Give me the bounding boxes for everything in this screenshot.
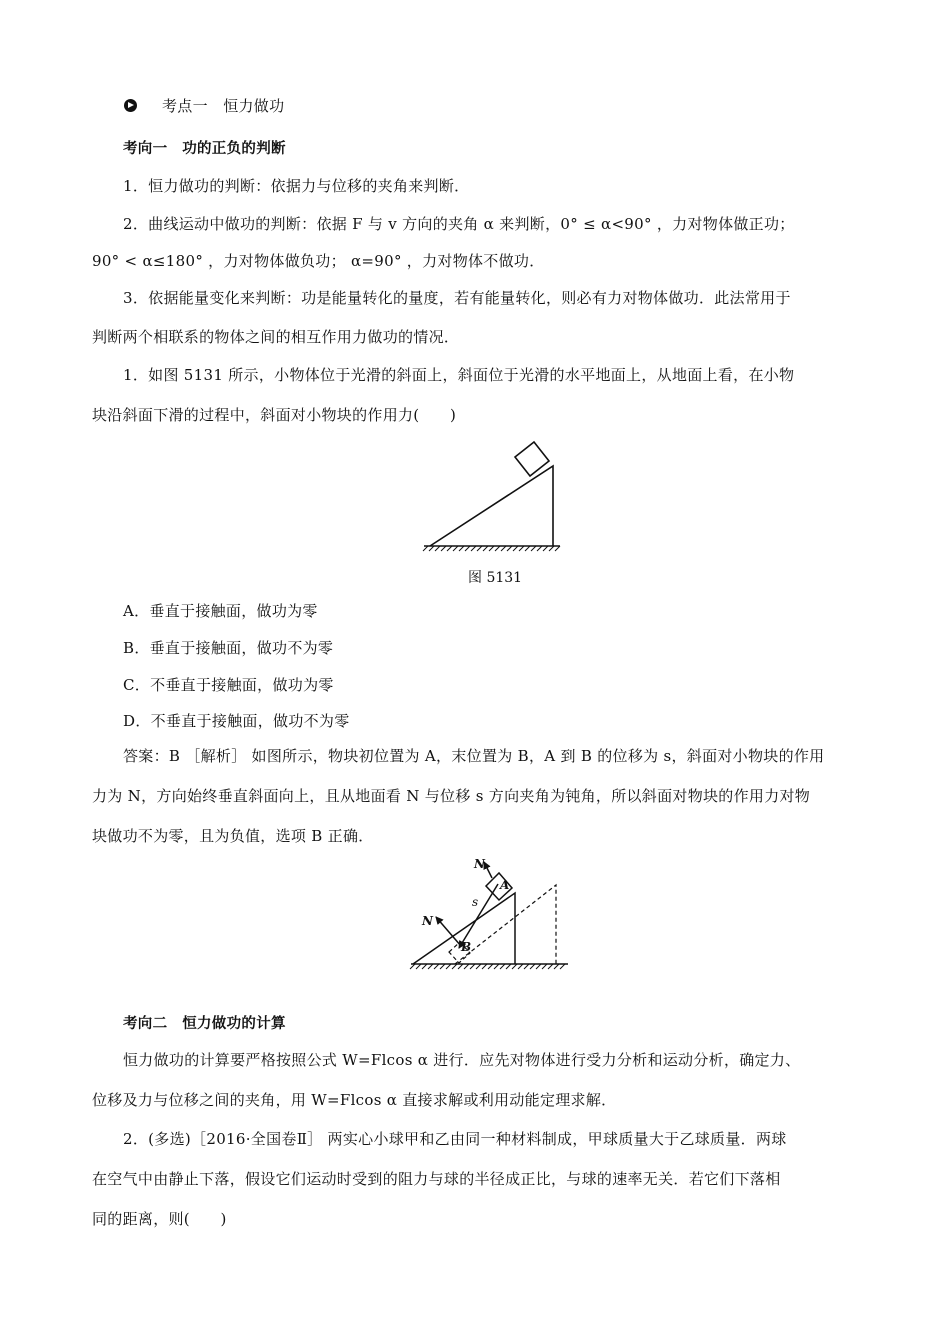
direction2-heading: 考向二 恒力做功的计算	[123, 1016, 286, 1032]
answer-line-b: 力为 N，方向始终垂直斜面向上，且从地面看 N 与位移 s 方向夹角为钝角，所以斜面对物块的作用力对物	[92, 787, 811, 805]
direction2-p1b: 位移及力与位移之间的夹角，用 W=Flcos α 直接求解或利用动能定理求解．	[92, 1091, 617, 1109]
direction1-heading: 考向一 功的正负的判断	[123, 141, 286, 157]
question2-stem-a: 2．(多选)［2016·全国卷Ⅱ］ 两实心小球甲和乙由同一种材料制成，甲球质量大于乙球质量．两球	[123, 1130, 787, 1148]
question1-stem-a: 1．如图 5131 所示，小物体位于光滑的斜面上，斜面位于光滑的水平地面上，从地面上看，在小物	[123, 366, 795, 384]
section-title: 考点一 恒力做功	[162, 97, 285, 115]
force-n-top	[484, 862, 492, 878]
question2-stem-c: 同的距离，则( )	[92, 1210, 227, 1228]
direction1-p3b: 判断两个相联系的物体之间的相互作用力做功的情况．	[92, 328, 460, 346]
answer-line-c: 块做功不为零，且为负值，选项 B 正确．	[92, 827, 374, 845]
force-n-left	[436, 917, 461, 946]
label-s: s	[472, 895, 479, 909]
figure-caption: 图 5131	[468, 570, 523, 586]
label-b: B	[461, 940, 472, 954]
question1-stem-b: 块沿斜面下滑的过程中，斜面对小物块的作用力( )	[92, 406, 457, 424]
direction1-p2b: 90° < α≤180° ，力对物体做负功； α=90° ，力对物体不做功．	[92, 252, 545, 270]
option-d: D．不垂直于接触面，做功不为零	[123, 712, 350, 730]
label-n-left: N	[422, 914, 433, 928]
question2-stem-b: 在空气中由静止下落，假设它们运动时受到的阻力与球的半径成正比，与球的速率无关．若它们下落相	[92, 1170, 781, 1188]
direction1-p3a: 3．依据能量变化来判断：功是能量转化的量度，若有能量转化，则必有力对物体做功．此法常用于	[123, 289, 791, 307]
direction1-p1: 1．恒力做功的判断：依据力与位移的夹角来判断．	[123, 177, 470, 195]
direction2-p1a: 恒力做功的计算要严格按照公式 W=Flcos α 进行．应先对物体进行受力分析和运动分析，确定力、	[123, 1051, 801, 1069]
displacement-s	[459, 884, 498, 948]
label-n-top: N	[474, 857, 485, 871]
direction1-p2a: 2．曲线运动中做功的判断：依据 F 与 v 方向的夹角 α 来判断，0° ≤ α<90° ，力对物体做正功；	[123, 215, 795, 233]
answer-line-a: 答案：B ［解析］ 如图所示，物块初位置为 A，末位置为 B，A 到 B 的位移为 s，斜面对小物块的作用	[123, 747, 825, 765]
option-b: B．垂直于接触面，做功不为零	[123, 639, 334, 657]
label-a: A	[500, 878, 510, 892]
option-c: C．不垂直于接触面，做功为零	[123, 676, 334, 694]
option-a: A．垂直于接触面，做功为零	[123, 602, 318, 620]
